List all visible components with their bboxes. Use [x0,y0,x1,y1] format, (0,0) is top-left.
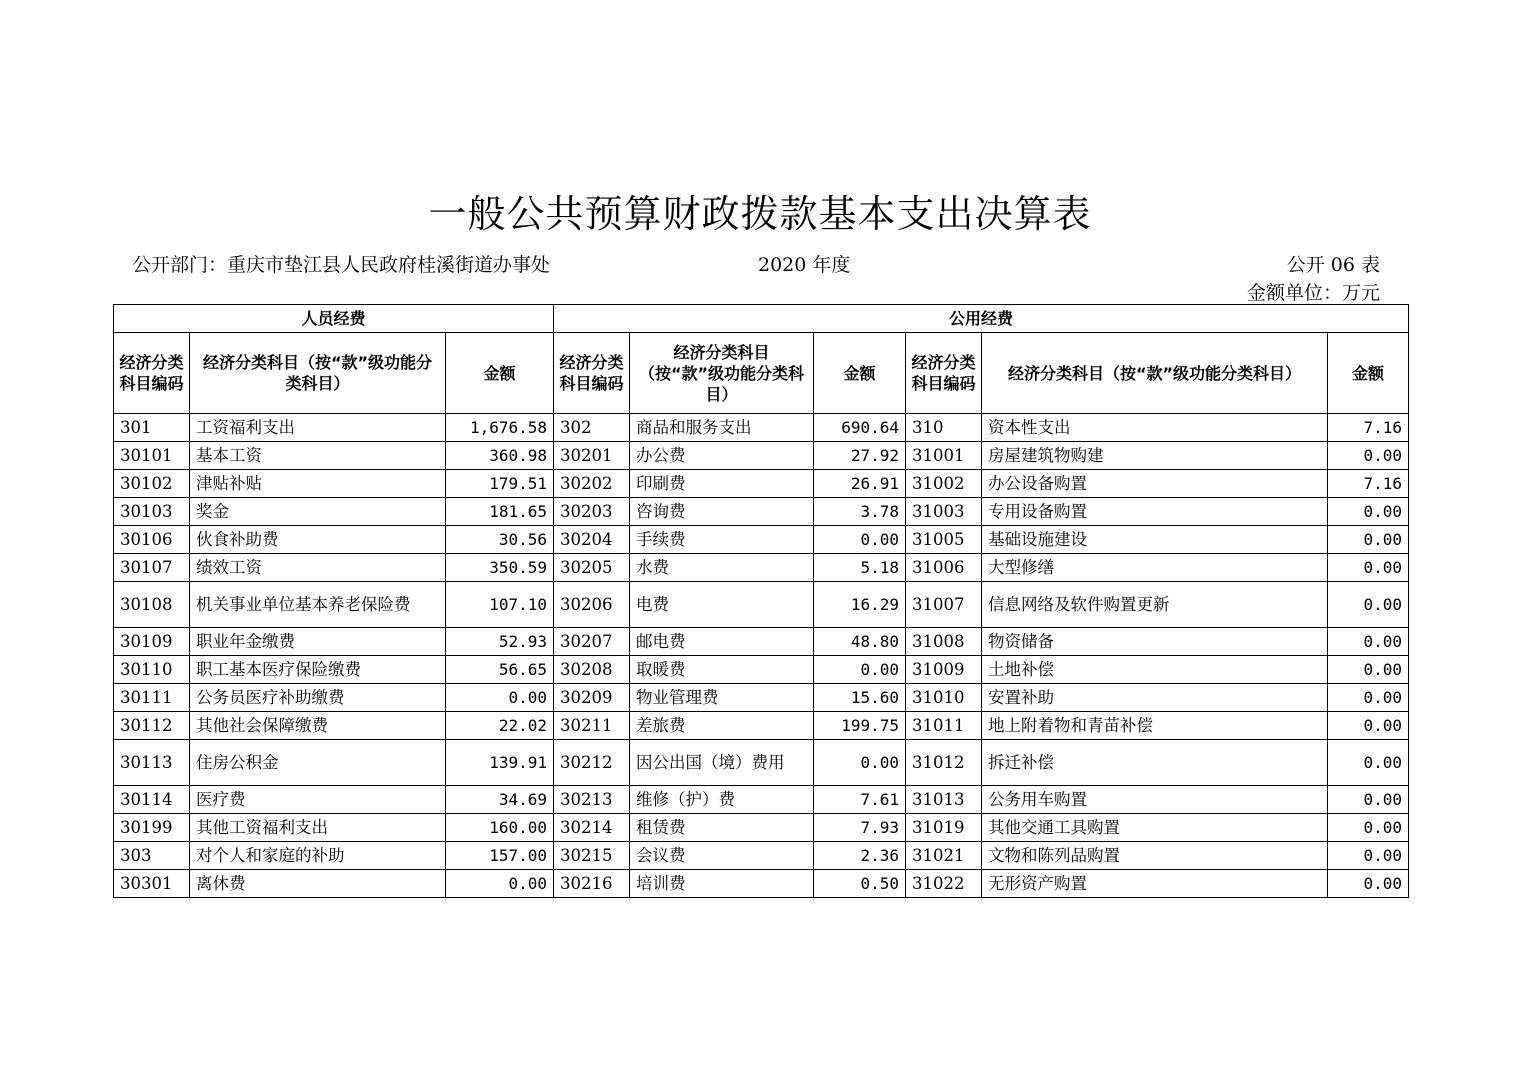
cell-code: 31019 [906,814,982,842]
cell-code: 30111 [114,684,190,712]
cell-code: 30101 [114,442,190,470]
cell-amount: 7.16 [1328,470,1409,498]
cell-code: 31003 [906,498,982,526]
cell-item-name: 房屋建筑物购建 [982,442,1328,470]
cell-code: 30199 [114,814,190,842]
cell-item-name: 奖金 [190,498,446,526]
cell-item-name: 离休费 [190,870,446,898]
cell-code: 31006 [906,554,982,582]
cell-item-name: 物业管理费 [630,684,814,712]
name-header: 经济分类科目（按“款”级功能分类科目） [982,333,1328,414]
cell-item-name: 住房公积金 [190,740,446,786]
cell-code: 31008 [906,628,982,656]
cell-item-name: 商品和服务支出 [630,414,814,442]
cell-code: 302 [554,414,630,442]
cell-code: 30107 [114,554,190,582]
cell-item-name: 办公设备购置 [982,470,1328,498]
table-row [114,414,1409,442]
department-label: 公开部门：重庆市垫江县人民政府桂溪街道办事处 [132,254,551,276]
cell-amount: 0.00 [814,740,906,786]
cell-code: 303 [114,842,190,870]
table-row [114,498,1409,526]
expenditure-table [113,304,1409,898]
cell-code: 30201 [554,442,630,470]
cell-code: 30212 [554,740,630,786]
cell-code: 30203 [554,498,630,526]
cell-item-name: 津贴补贴 [190,470,446,498]
table-row [114,442,1409,470]
table-row [114,656,1409,684]
cell-item-name: 专用设备购置 [982,498,1328,526]
page-title: 一般公共预算财政拨款基本支出决算表 [428,192,1092,236]
cell-code: 30208 [554,656,630,684]
cell-code: 30102 [114,470,190,498]
cell-code: 30205 [554,554,630,582]
cell-amount: 26.91 [814,470,906,498]
name-header: 经济分类科目（按“款”级功能分类科目） [190,333,446,414]
code-header: 经济分类科目编码 [906,333,982,414]
cell-item-name: 对个人和家庭的补助 [190,842,446,870]
cell-code: 30114 [114,786,190,814]
cell-item-name: 维修（护）费 [630,786,814,814]
cell-amount: 2.36 [814,842,906,870]
cell-amount: 15.60 [814,684,906,712]
cell-item-name: 公务员医疗补助缴费 [190,684,446,712]
cell-amount: 181.65 [446,498,554,526]
table-row [114,554,1409,582]
cell-amount: 107.10 [446,582,554,628]
cell-code: 30207 [554,628,630,656]
table-row [114,684,1409,712]
cell-amount: 0.00 [1328,656,1409,684]
cell-code: 31010 [906,684,982,712]
cell-item-name: 公务用车购置 [982,786,1328,814]
cell-item-name: 无形资产购置 [982,870,1328,898]
cell-amount: 0.00 [1328,870,1409,898]
table-row [114,842,1409,870]
table-row [114,526,1409,554]
cell-amount: 179.51 [446,470,554,498]
amount-header: 金额 [1328,333,1409,414]
cell-code: 30108 [114,582,190,628]
personnel-header: 人员经费 [114,305,554,333]
cell-amount: 157.00 [446,842,554,870]
cell-amount: 34.69 [446,786,554,814]
cell-amount: 0.00 [814,656,906,684]
table-row [114,628,1409,656]
cell-amount: 0.00 [1328,628,1409,656]
cell-code: 301 [114,414,190,442]
cell-item-name: 绩效工资 [190,554,446,582]
cell-item-name: 信息网络及软件购置更新 [982,582,1328,628]
cell-item-name: 其他工资福利支出 [190,814,446,842]
name-header: 经济分类科目（按“款”级功能分类科目） [630,333,814,414]
cell-amount: 0.00 [446,684,554,712]
cell-code: 30106 [114,526,190,554]
amount-header: 金额 [814,333,906,414]
cell-item-name: 会议费 [630,842,814,870]
cell-code: 30113 [114,740,190,786]
cell-item-name: 基础设施建设 [982,526,1328,554]
amount-header: 金额 [446,333,554,414]
code-header: 经济分类科目编码 [114,333,190,414]
cell-item-name: 安置补助 [982,684,1328,712]
table-row [114,786,1409,814]
cell-item-name: 文物和陈列品购置 [982,842,1328,870]
cell-amount: 22.02 [446,712,554,740]
cell-item-name: 手续费 [630,526,814,554]
cell-item-name: 物资储备 [982,628,1328,656]
cell-amount: 0.00 [1328,740,1409,786]
cell-amount: 360.98 [446,442,554,470]
cell-amount: 0.00 [1328,582,1409,628]
cell-amount: 7.93 [814,814,906,842]
cell-amount: 350.59 [446,554,554,582]
cell-item-name: 水费 [630,554,814,582]
cell-amount: 0.00 [1328,712,1409,740]
cell-code: 31022 [906,870,982,898]
cell-item-name: 拆迁补偿 [982,740,1328,786]
cell-amount: 0.00 [1328,786,1409,814]
cell-amount: 0.00 [1328,842,1409,870]
cell-amount: 0.00 [1328,498,1409,526]
cell-amount: 0.50 [814,870,906,898]
cell-amount: 7.61 [814,786,906,814]
cell-code: 30214 [554,814,630,842]
cell-item-name: 邮电费 [630,628,814,656]
cell-item-name: 地上附着物和青苗补偿 [982,712,1328,740]
cell-amount: 0.00 [1328,814,1409,842]
cell-amount: 0.00 [1328,684,1409,712]
cell-amount: 0.00 [1328,442,1409,470]
cell-amount: 16.29 [814,582,906,628]
cell-code: 30301 [114,870,190,898]
cell-amount: 5.18 [814,554,906,582]
cell-item-name: 培训费 [630,870,814,898]
cell-amount: 199.75 [814,712,906,740]
cell-item-name: 资本性支出 [982,414,1328,442]
cell-code: 30209 [554,684,630,712]
cell-code: 30112 [114,712,190,740]
cell-amount: 56.65 [446,656,554,684]
table-row [114,712,1409,740]
cell-item-name: 取暖费 [630,656,814,684]
cell-code: 31001 [906,442,982,470]
cell-amount: 160.00 [446,814,554,842]
cell-amount: 0.00 [446,870,554,898]
cell-code: 30213 [554,786,630,814]
cell-code: 31021 [906,842,982,870]
cell-item-name: 电费 [630,582,814,628]
cell-code: 30204 [554,526,630,554]
cell-item-name: 租赁费 [630,814,814,842]
cell-item-name: 职业年金缴费 [190,628,446,656]
cell-code: 31013 [906,786,982,814]
cell-code: 31002 [906,470,982,498]
cell-item-name: 差旅费 [630,712,814,740]
public-header: 公用经费 [554,305,1409,333]
cell-code: 30202 [554,470,630,498]
cell-code: 30211 [554,712,630,740]
code-header: 经济分类科目编码 [554,333,630,414]
cell-amount: 0.00 [1328,554,1409,582]
cell-amount: 0.00 [1328,526,1409,554]
cell-code: 30103 [114,498,190,526]
cell-code: 30110 [114,656,190,684]
cell-item-name: 机关事业单位基本养老保险费 [190,582,446,628]
cell-item-name: 土地补偿 [982,656,1328,684]
cell-item-name: 伙食补助费 [190,526,446,554]
cell-item-name: 工资福利支出 [190,414,446,442]
cell-amount: 7.16 [1328,414,1409,442]
cell-item-name: 大型修缮 [982,554,1328,582]
table-number: 公开 06 表 [1286,254,1380,276]
cell-item-name: 因公出国（境）费用 [630,740,814,786]
cell-amount: 139.91 [446,740,554,786]
cell-item-name: 医疗费 [190,786,446,814]
cell-code: 30216 [554,870,630,898]
cell-code: 30206 [554,582,630,628]
cell-amount: 0.00 [814,526,906,554]
cell-amount: 3.78 [814,498,906,526]
cell-code: 31005 [906,526,982,554]
cell-amount: 1,676.58 [446,414,554,442]
cell-code: 310 [906,414,982,442]
table-row [114,470,1409,498]
amount-unit: 金额单位：万元 [1246,282,1380,304]
cell-item-name: 咨询费 [630,498,814,526]
cell-amount: 30.56 [446,526,554,554]
cell-item-name: 基本工资 [190,442,446,470]
table-row [114,582,1409,628]
cell-item-name: 办公费 [630,442,814,470]
cell-amount: 48.80 [814,628,906,656]
table-row [114,814,1409,842]
cell-code: 31007 [906,582,982,628]
cell-code: 31012 [906,740,982,786]
cell-amount: 52.93 [446,628,554,656]
cell-item-name: 印刷费 [630,470,814,498]
cell-item-name: 职工基本医疗保险缴费 [190,656,446,684]
cell-code: 30109 [114,628,190,656]
cell-code: 30215 [554,842,630,870]
cell-code: 31011 [906,712,982,740]
cell-amount: 690.64 [814,414,906,442]
cell-amount: 27.92 [814,442,906,470]
fiscal-year: 2020 年度 [758,254,851,276]
cell-code: 31009 [906,656,982,684]
cell-item-name: 其他交通工具购置 [982,814,1328,842]
table-row [114,870,1409,898]
cell-item-name: 其他社会保障缴费 [190,712,446,740]
table-row [114,740,1409,786]
